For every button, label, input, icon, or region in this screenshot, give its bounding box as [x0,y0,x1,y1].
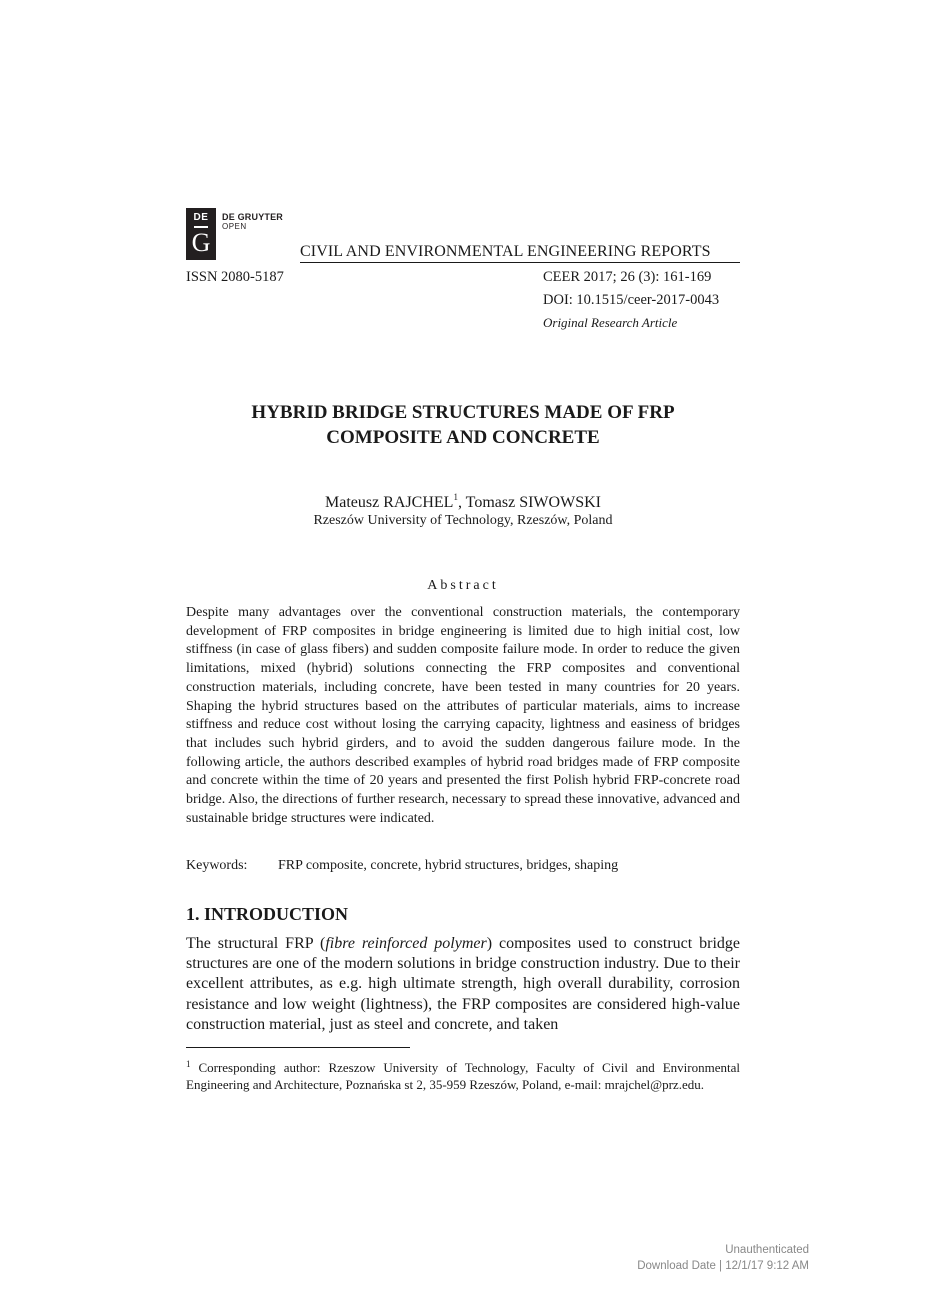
article-type: Original Research Article [543,315,678,330]
affiliation: Rzeszów University of Technology, Rzeszów, Poland [313,513,613,528]
abstract-heading: Abstract [427,578,499,593]
footnote [186,1056,740,1093]
intro-text-italic: fibre reinforced polymer [325,935,487,952]
footnote-mark: 1 [186,1059,191,1069]
citation: CEER 2017; 26 (3): 161-169 [543,269,712,285]
watermark-download-date: Download Date | 12/1/17 9:12 AM [637,1260,809,1272]
author-separator: , [457,494,466,511]
title-line-1: HYBRID BRIDGE STRUCTURES MADE OF FRP [251,402,675,423]
publisher-logo [186,208,216,260]
introduction-text [186,934,740,1035]
journal-name: CIVIL AND ENVIRONMENTAL ENGINEERING REPORTS [300,243,711,260]
author-2: Tomasz SIWOWSKI [465,494,601,511]
watermark-auth-status: Unauthenticated [725,1244,809,1256]
keywords [186,858,618,874]
logo-g-letter: G [191,228,211,257]
doi: DOI: 10.1515/ceer-2017-0043 [543,292,720,308]
issn: ISSN 2080-5187 [186,269,284,285]
journal-header-rule [300,262,740,263]
paper-title [186,400,740,450]
author-1: Mateusz RAJCHEL [325,494,454,511]
author-1-footnote-mark: 1 [453,492,458,502]
footnote-rule [186,1047,410,1048]
abstract-text: Despite many advantages over the conventional construction materials, the contemporary development of FRP composites in bridge engineering is limited due to high initial cost, low stiffness (in case of glass fibers) and sudden composite failure mode. In order to reduce the given limitations, mixed (hybrid) solutions connecting the FRP composites and conventional construction materials, including concrete, have been tested in many countries for 20 years. Shaping the hybrid structures based on the attributes of particular materials, aims to increase stiffness and reduce cost without losing the carrying capacity, lightness and easiness of bridges that includes such hybrid girders, and to avoid the sudden dangerous failure mode. In the following article, the authors described examples of hybrid road bridges made of FRP composite and concrete within the time of 20 years and presented the first Polish hybrid FRP-concrete road bridge. Also, the directions of further research, necessary to spread these innovative, advanced and sustainable bridge structures were indicated. [186,605,740,826]
publisher-name: DE GRUYTER [222,212,284,222]
keywords-label: Keywords: [186,858,248,873]
footnote-text: Corresponding author: Rzeszow University of Technology, Faculty of Civil and Environmental Engineering and Architecture, Poznańska st 2, 35-959 Rzeszów, Poland, e-mail: mrajchel@prz.edu. [186,1060,740,1092]
keywords-list: FRP composite, concrete, hybrid structures, bridges, shaping [278,858,619,873]
publisher-imprint: OPEN [222,222,247,231]
section-heading-introduction: 1. INTRODUCTION [186,904,349,924]
logo-de-text: DE [193,212,209,223]
intro-text-rest: ) composites used to construct bridge structures are one of the modern solutions in bridge construction industry. Due to their excellent attributes, as e.g. high ultimate strength, high overall durability, corrosion resistance and low weight (lightness), the FRP composites are considered high-value construction material, just as steel and concrete, and taken [186,935,741,1033]
authors [186,492,740,512]
intro-text-start: The structural FRP ( [186,935,326,952]
title-line-2: COMPOSITE AND CONCRETE [326,427,600,448]
